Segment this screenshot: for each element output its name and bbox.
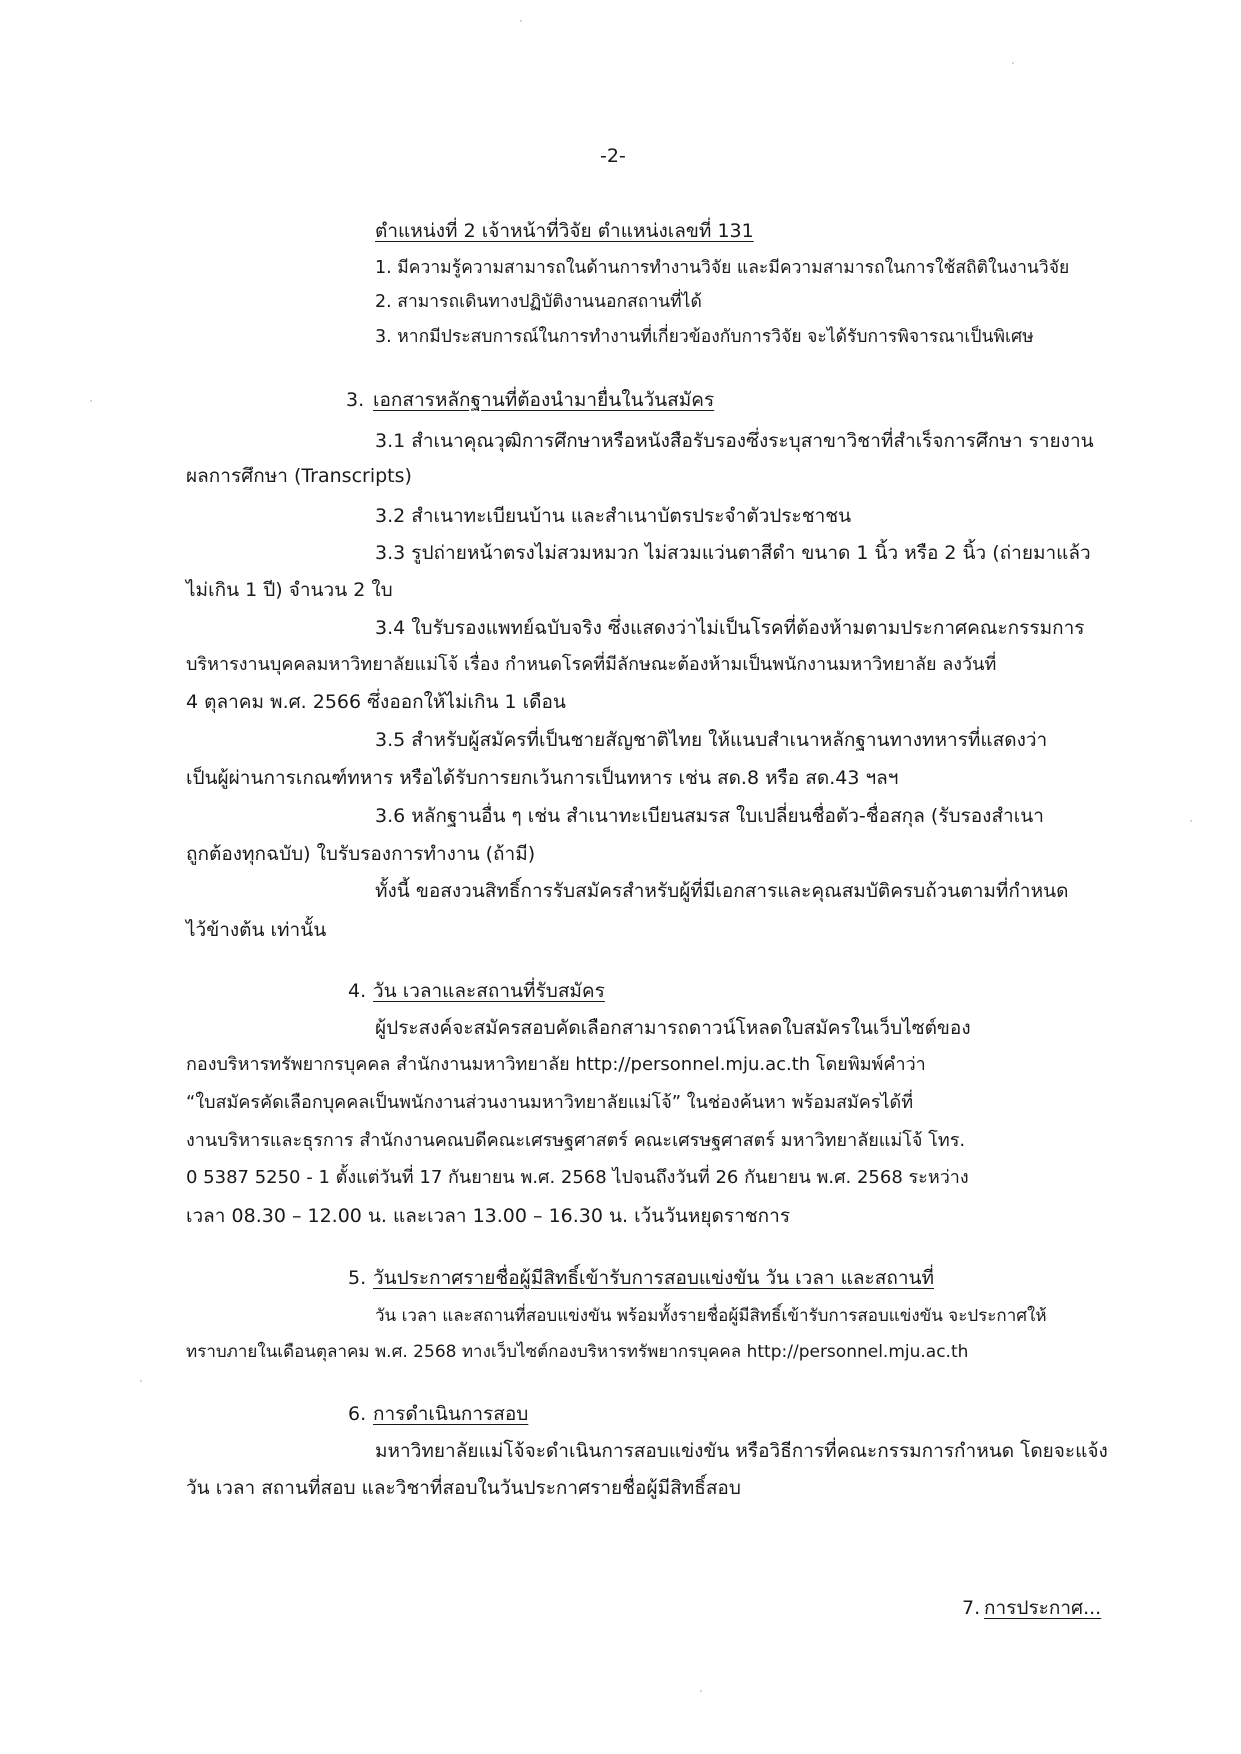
scan-speck: [520, 20, 522, 22]
continuation-prefix: 7.: [962, 1597, 981, 1619]
section3-line: ผลการศึกษา (Transcripts): [186, 465, 412, 487]
section3-line: 4 ตุลาคม พ.ศ. 2566 ซึ่งออกให้ไม่เกิน 1 เดือน: [186, 691, 566, 713]
section5-line: ทราบภายในเดือนตุลาคม พ.ศ. 2568 ทางเว็บไซต์กองบริหารทรัพยากรบุคคล http://personnel.mju.ac.th: [186, 1342, 969, 1362]
section3-line: ทั้งนี้ ขอสงวนสิทธิ์การรับสมัครสำหรับผู้ที่มีเอกสารและคุณสมบัติครบถ้วนตามที่กำหนด: [375, 880, 1069, 902]
section5-number: 5.: [348, 1267, 367, 1289]
section3-line: ถูกต้องทุกฉบับ) ใบรับรองการทำงาน (ถ้ามี): [186, 843, 536, 865]
section6-number: 6.: [348, 1403, 367, 1425]
scan-speck: [140, 1380, 142, 1382]
continuation-text: การประกาศ...: [984, 1597, 1102, 1619]
scan-speck: [90, 400, 92, 402]
scan-speck: [1012, 62, 1014, 64]
section4-number: 4.: [348, 980, 367, 1002]
section4-line: กองบริหารทรัพยากรบุคคล สำนักงานมหาวิทยาลัย http://personnel.mju.ac.th โดยพิมพ์คำว่า: [186, 1054, 926, 1075]
section3-title: เอกสารหลักฐานที่ต้องนำมายื่นในวันสมัคร: [373, 389, 715, 411]
section6-title: การดำเนินการสอบ: [373, 1403, 529, 1425]
position-heading: ตำแหน่งที่ 2 เจ้าหน้าที่วิจัย ตำแหน่งเลขที่ 131: [375, 220, 754, 242]
section3-line: ไว้ข้างต้น เท่านั้น: [186, 919, 327, 941]
section3-line: 3.5 สำหรับผู้สมัครที่เป็นชายสัญชาติไทย ให้แนบสำเนาหลักฐานทางทหารที่แสดงว่า: [375, 729, 1048, 751]
scan-speck: [1190, 820, 1192, 822]
position-item-3: 3. หากมีประสบการณ์ในการทำงานที่เกี่ยวข้องกับการวิจัย จะได้รับการพิจารณาเป็นพิเศษ: [375, 327, 1034, 347]
position-item-1: 1. มีความรู้ความสามารถในด้านการทำงานวิจัย และมีความสามารถในการใช้สถิติในงานวิจัย: [375, 258, 1070, 278]
section3-number: 3.: [346, 389, 365, 411]
section3-line: 3.1 สำเนาคุณวุฒิการศึกษาหรือหนังสือรับรองซึ่งระบุสาขาวิชาที่สำเร็จการศึกษา รายงาน: [375, 430, 1094, 452]
page-number: -2-: [600, 145, 626, 167]
section5-line: วัน เวลา และสถานที่สอบแข่งขัน พร้อมทั้งรายชื่อผู้มีสิทธิ์เข้ารับการสอบแข่งขัน จะประกาศให้: [375, 1306, 1047, 1326]
position-item-2: 2. สามารถเดินทางปฏิบัติงานนอกสถานที่ได้: [375, 292, 702, 312]
section4-title: วัน เวลาและสถานที่รับสมัคร: [373, 980, 605, 1002]
section3-line: เป็นผู้ผ่านการเกณฑ์ทหาร หรือได้รับการยกเว้นการเป็นทหาร เช่น สด.8 หรือ สด.43 ฯลฯ: [186, 767, 899, 789]
section4-line: 0 5387 5250 - 1 ตั้งแต่วันที่ 17 กันยายน พ.ศ. 2568 ไปจนถึงวันที่ 26 กันยายน พ.ศ. 2568 ระหว่าง: [186, 1167, 969, 1188]
scan-speck: [700, 1690, 702, 1692]
section3-line: 3.3 รูปถ่ายหน้าตรงไม่สวมหมวก ไม่สวมแว่นตาสีดำ ขนาด 1 นิ้ว หรือ 2 นิ้ว (ถ่ายมาแล้ว: [375, 542, 1091, 564]
section3-line: 3.4 ใบรับรองแพทย์ฉบับจริง ซึ่งแสดงว่าไม่เป็นโรคที่ต้องห้ามตามประกาศคณะกรรมการ: [375, 617, 1085, 639]
section3-line: ไม่เกิน 1 ปี) จำนวน 2 ใบ: [186, 579, 393, 601]
section4-line: “ใบสมัครคัดเลือกบุคคลเป็นพนักงานส่วนงานมหาวิทยาลัยแม่โจ้” ในช่องค้นหา พร้อมสมัครได้ที่: [186, 1092, 914, 1113]
section3-line: 3.6 หลักฐานอื่น ๆ เช่น สำเนาทะเบียนสมรส ใบเปลี่ยนชื่อตัว-ชื่อสกุล (รับรองสำเนา: [375, 805, 1044, 827]
section4-line: ผู้ประสงค์จะสมัครสอบคัดเลือกสามารถดาวน์โหลดใบสมัครในเว็บไซต์ของ: [375, 1017, 971, 1039]
section3-line: 3.2 สำเนาทะเบียนบ้าน และสำเนาบัตรประจำตัวประชาชน: [375, 505, 852, 527]
section5-title: วันประกาศรายชื่อผู้มีสิทธิ์เข้ารับการสอบแข่งขัน วัน เวลา และสถานที่: [373, 1267, 935, 1289]
section6-line: มหาวิทยาลัยแม่โจ้จะดำเนินการสอบแข่งขัน หรือวิธีการที่คณะกรรมการกำหนด โดยจะแจ้ง: [375, 1440, 1108, 1462]
section4-line: งานบริหารและธุรการ สำนักงานคณบดีคณะเศรษฐศาสตร์ คณะเศรษฐศาสตร์ มหาวิทยาลัยแม่โจ้ โทร.: [186, 1130, 966, 1151]
section4-line: เวลา 08.30 – 12.00 น. และเวลา 13.00 – 16.30 น. เว้นวันหยุดราชการ: [186, 1205, 791, 1227]
section3-line: บริหารงานบุคคลมหาวิทยาลัยแม่โจ้ เรื่อง กำหนดโรคที่มีลักษณะต้องห้ามเป็นพนักงานมหาวิทยาลัย ลงวันที่: [186, 654, 997, 675]
section6-line: วัน เวลา สถานที่สอบ และวิชาที่สอบในวันประกาศรายชื่อผู้มีสิทธิ์สอบ: [186, 1477, 741, 1499]
